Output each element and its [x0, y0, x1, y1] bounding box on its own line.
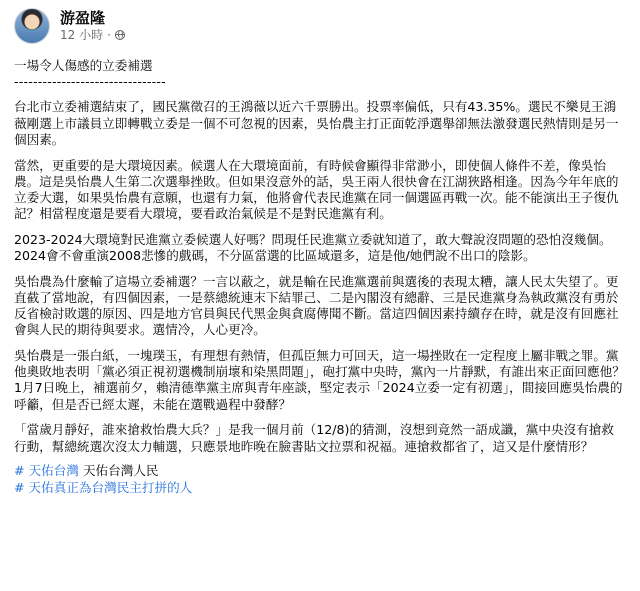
paragraph: 當然，更重要的是大環境因素。候選人在大環境面前，有時候會顯得非常渺小，即使個人條件不差，像吳怡農。這是吳怡農人生第二次選舉挫敗。但如果沒意外的話，吳王兩人很快會在江湖狹路相逢。因為今年年底的立委大選，如果吳怡農有意願，也還有力氣，他將會代表民進黨在同一個選區再戰一次。能不能演出王子復仇記？相當程度還是要看大環境，要看政治氣候是不是對民進黨有利。 [14, 157, 619, 222]
post-body [14, 58, 626, 496]
post-subline [60, 27, 125, 43]
avatar[interactable] [14, 8, 50, 44]
hashtag-link[interactable]: # 天佑真正為台灣民主打拼的人 [14, 480, 193, 496]
post-title: 一場令人傷感的立委補選 [14, 58, 153, 73]
paragraph: 吳怡農為什麼輸了這場立委補選？一言以蔽之，就是輸在民進黨選前與選後的表現太糟，讓人民太失望了。更直截了當地說，有四個因素，一是蔡總統連末下結罪己、二是內閣沒有總辭、三是民進黨身為執政黨沒有勇於反省檢討敗選的原因、四是地方官員與民代黑金與貪腐傳聞不斷。當這四個因素持續存在時，就是沒有回應社會與人民的期待與要求。選情冷，人心更冷。 [14, 273, 619, 338]
paragraph: 吳怡農是一張白紙，一塊璞玉，有理想有熱情，但孤臣無力可回天，這一場挫敗在一定程度上屬非戰之罪。黨他奧敗地表明「黨必須正視初選機制崩壞和染黑問題」，砲打黨中央時，黨內一片靜默，有誰出來正面回應他？1月7日晚上，補選前夕，賴清德準黨主席與青年座談，堅定表示「2024立委一定有初選」，間接回應吳怡農的呼籲，但是否已經太遲，未能在選戰過程中發酵？ [14, 348, 625, 412]
globe-icon[interactable] [115, 30, 125, 40]
divider-line: -------------------------------- [14, 74, 166, 90]
paragraph: 2023-2024大環境對民進黨立委候選人好嗎？問現任民進黨立委就知道了，敢大聲說沒問題的恐怕沒幾個。2024會不會重演2008悲慘的戲碼，不分區當選的比區域還多，這是他/她們說不出口的陰影。 [14, 231, 612, 264]
paragraph: 「當歲月靜好，誰來搶救怡農大兵？」是我一個月前（12/8)的猜測，沒想到竟然一語成讖，黨中央沒有搶救行動，幫總統選次沒太力輔選，只應景地昨晚在臉書貼文拉票和祝福。連搶救都省了，這又是什麼情形？ [14, 422, 614, 454]
hashtag-trailing-text: 天佑台灣人民 [78, 463, 159, 479]
author-name[interactable]: 游盈隆 [60, 9, 106, 27]
post-time[interactable]: 12 小時 [60, 28, 104, 42]
hashtag-list [14, 462, 626, 496]
hashtag-line [14, 479, 626, 496]
post-meta [60, 9, 125, 43]
paragraph: 台北市立委補選結束了，國民黨徵召的王鴻薇以近六千票勝出。投票率偏低，只有43.35%。選民不樂見王鴻薇剛選上市議員立即轉戰立委是一個不可忽視的因素，吳怡農主打正面乾淨選舉卻無法激發選民熱情則是另一個因素。 [14, 99, 619, 147]
separator-dot: · [107, 28, 111, 42]
post-header [14, 6, 626, 46]
hashtag-line [14, 462, 626, 479]
hashtag-link[interactable]: # 天佑台灣 [14, 463, 79, 479]
